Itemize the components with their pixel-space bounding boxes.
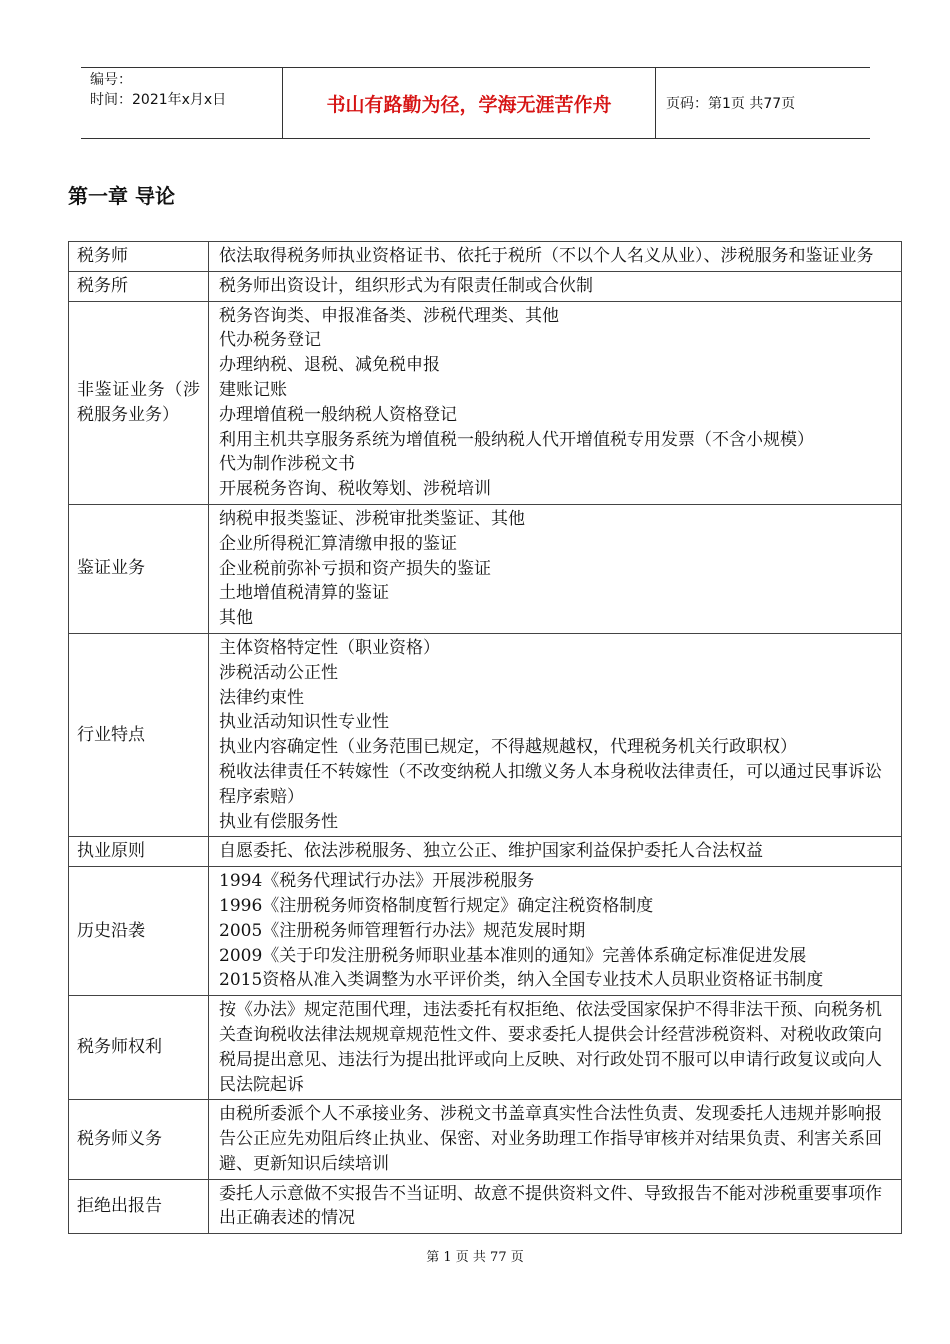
content-line: 1996《注册税务师资格制度暂行规定》确定注税资格制度 <box>219 895 654 916</box>
content-line: 代办税务登记 <box>219 330 321 351</box>
number-label: 编号： <box>90 72 132 88</box>
content-line: 由税所委派个人不承接业务、涉税文书盖章真实性合法性负责、发现委托人违规并影响报告公正应先劝阻后终止执业、保密、对业务助理工作指导审核并对结果负责、利害关系回避、更新知识后续培训 <box>219 1104 882 1174</box>
page-info: 页码：第1页 共77页 <box>666 96 796 112</box>
row-label: 税务师义务 <box>69 1100 209 1179</box>
content-line: 按《办法》规定范围代理，违法委托有权拒绝、依法受国家保护不得非法干预、向税务机关查询税收法律法规规章规范性文件、要求委托人提供会计经营涉税资料、对税收政策向税局提出意见、违法行为提出批评或向上反映、对行政处罚不服可以申请行政复议或向人民法院起诉 <box>219 1000 882 1095</box>
content-line: 执业有偿服务性 <box>219 811 338 832</box>
content-line: 办理增值税一般纳税人资格登记 <box>219 404 457 425</box>
content-line: 土地增值税清算的鉴证 <box>219 583 389 604</box>
header-meta <box>81 68 282 138</box>
row-label: 行业特点 <box>69 633 209 836</box>
content-line: 2005《注册税务师管理暂行办法》规范发展时期 <box>219 920 586 941</box>
table-row <box>69 504 902 633</box>
table-row <box>69 867 902 996</box>
content-line: 办理纳税、退税、减免税申报 <box>219 355 440 376</box>
content-line: 2009《关于印发注册税务师职业基本准则的通知》完善体系确定标准促进发展 <box>219 945 807 966</box>
content-line: 建账记账 <box>219 379 287 400</box>
content-line: 企业税前弥补亏损和资产损失的鉴证 <box>219 558 491 579</box>
content-line: 企业所得税汇算清缴申报的鉴证 <box>219 533 457 554</box>
row-content <box>209 867 902 996</box>
content-line: 自愿委托、依法涉税服务、独立公正、维护国家利益保护委托人合法权益 <box>219 841 763 862</box>
content-line: 涉税活动公正性 <box>219 662 338 683</box>
table-row <box>69 1100 902 1179</box>
content-line: 纳税申报类鉴证、涉税审批类鉴证、其他 <box>219 508 525 529</box>
row-content <box>209 242 902 272</box>
row-label: 拒绝出报告 <box>69 1179 209 1234</box>
row-content <box>209 271 902 301</box>
content-line: 法律约束性 <box>219 687 304 708</box>
content-line: 执业活动知识性专业性 <box>219 712 389 733</box>
table-row <box>69 837 902 867</box>
content-line: 依法取得税务师执业资格证书、依托于税所（不以个人名义从业）、涉税服务和鉴证业务 <box>219 246 874 266</box>
content-line: 税务师出资设计，组织形式为有限责任制或合伙制 <box>219 275 593 296</box>
row-label: 税务师权利 <box>69 996 209 1100</box>
row-label: 历史沿袭 <box>69 867 209 996</box>
row-content <box>209 996 902 1100</box>
row-content <box>209 837 902 867</box>
content-line: 代为制作涉税文书 <box>219 454 355 475</box>
content-line: 主体资格特定性（职业资格） <box>219 637 440 658</box>
row-label: 税务师 <box>69 242 209 272</box>
table-row <box>69 242 902 272</box>
row-label: 执业原则 <box>69 837 209 867</box>
table-row <box>69 996 902 1100</box>
row-label: 税务所 <box>69 271 209 301</box>
row-label: 鉴证业务 <box>69 504 209 633</box>
row-content <box>209 504 902 633</box>
page-footer: 第 1 页 共 77 页 <box>426 1250 524 1265</box>
content-line: 2015资格从准入类调整为水平评价类，纳入全国专业技术人员职业资格证书制度 <box>219 970 824 991</box>
row-label: 非鉴证业务（涉税服务业务） <box>69 301 209 504</box>
time-label: 时间：2021年x月x日 <box>90 92 227 108</box>
table-row <box>69 1179 902 1234</box>
row-content <box>209 301 902 504</box>
content-line: 执业内容确定性（业务范围已规定，不得越规越权，代理税务机关行政职权） <box>219 737 797 758</box>
content-line: 其他 <box>219 608 253 629</box>
motto: 书山有路勤为径，学海无涯苦作舟 <box>282 68 656 138</box>
content-line: 利用主机共享服务系统为增值税一般纳税人代开增值税专用发票（不含小规模） <box>219 429 814 450</box>
content-line: 税务咨询类、申报准备类、涉税代理类、其他 <box>219 305 559 326</box>
content-line: 委托人示意做不实报告不当证明、故意不提供资料文件、导致报告不能对涉税重要事项作出正确表述的情况 <box>219 1183 882 1229</box>
content-table <box>68 241 902 1234</box>
content-line: 1994《税务代理试行办法》开展涉税服务 <box>219 871 535 892</box>
content-line: 税收法律责任不转嫁性（不改变纳税人扣缴义务人本身税收法律责任，可以通过民事诉讼程序索赔） <box>219 761 882 807</box>
content-line: 开展税务咨询、税收筹划、涉税培训 <box>219 479 491 500</box>
table-row <box>69 633 902 836</box>
row-content <box>209 633 902 836</box>
row-content <box>209 1100 902 1179</box>
chapter-title: 第一章 导论 <box>68 184 175 208</box>
row-content <box>209 1179 902 1234</box>
document-header <box>81 67 870 139</box>
table-row <box>69 271 902 301</box>
table-row <box>69 301 902 504</box>
